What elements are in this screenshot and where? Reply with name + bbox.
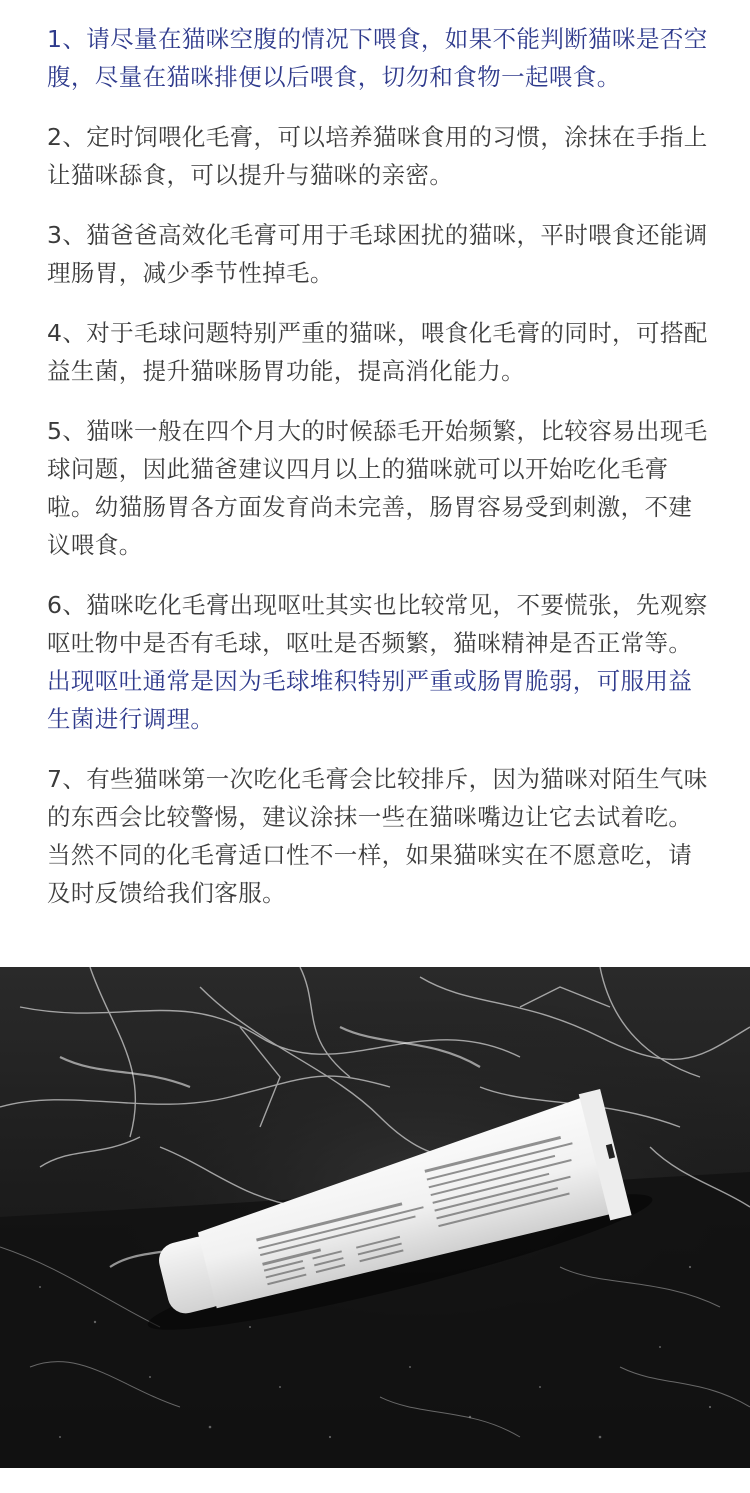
- tip-6-highlight-text: 出现呕吐通常是因为毛球堆积特别严重或肠胃脆弱，可服用益生菌进行调理。: [47, 667, 693, 733]
- tips-list: [47, 20, 712, 934]
- tip-2-text: 2、定时饲喂化毛膏，可以培养猫咪食用的习惯，涂抹在手指上让猫咪舔食，可以提升与猫咪的亲密。: [47, 123, 708, 189]
- tip-6: [47, 586, 712, 738]
- tip-3: [47, 216, 712, 292]
- tip-5: [47, 412, 712, 564]
- tip-1-text: 1、请尽量在猫咪空腹的情况下喂食，如果不能判断猫咪是否空腹，尽量在猫咪排便以后喂食，切勿和食物一起喂食。: [47, 25, 708, 91]
- tip-7-text: 7、有些猫咪第一次吃化毛膏会比较排斥，因为猫咪对陌生气味的东西会比较警惕，建议涂抹一些在猫咪嘴边让它去试着吃。当然不同的化毛膏适口性不一样，如果猫咪实在不愿意吃，请及时反馈给我们客服。: [47, 765, 708, 907]
- tip-4-text: 4、对于毛球问题特别严重的猫咪，喂食化毛膏的同时，可搭配益生菌，提升猫咪肠胃功能，提高消化能力。: [47, 319, 708, 385]
- tip-6-text: 6、猫咪吃化毛膏出现呕吐其实也比较常见，不要慌张，先观察呕吐物中是否有毛球，呕吐是否频繁，猫咪精神是否正常等。: [47, 591, 708, 657]
- tip-4: [47, 314, 712, 390]
- bottom-spacer: [0, 1468, 750, 1493]
- marble-scene: [0, 967, 750, 1468]
- tip-3-text: 3、猫爸爸高效化毛膏可用于毛球困扰的猫咪，平时喂食还能调理肠胃，减少季节性掉毛。: [47, 221, 708, 287]
- tip-5-text: 5、猫咪一般在四个月大的时候舔毛开始频繁，比较容易出现毛球问题，因此猫爸建议四月以上的猫咪就可以开始吃化毛膏啦。幼猫肠胃各方面发育尚未完善，肠胃容易受到刺激，不建议喂食。: [47, 417, 708, 559]
- tip-7: [47, 760, 712, 912]
- product-photo: [0, 967, 750, 1468]
- tip-2: [47, 118, 712, 194]
- tip-1: [47, 20, 712, 96]
